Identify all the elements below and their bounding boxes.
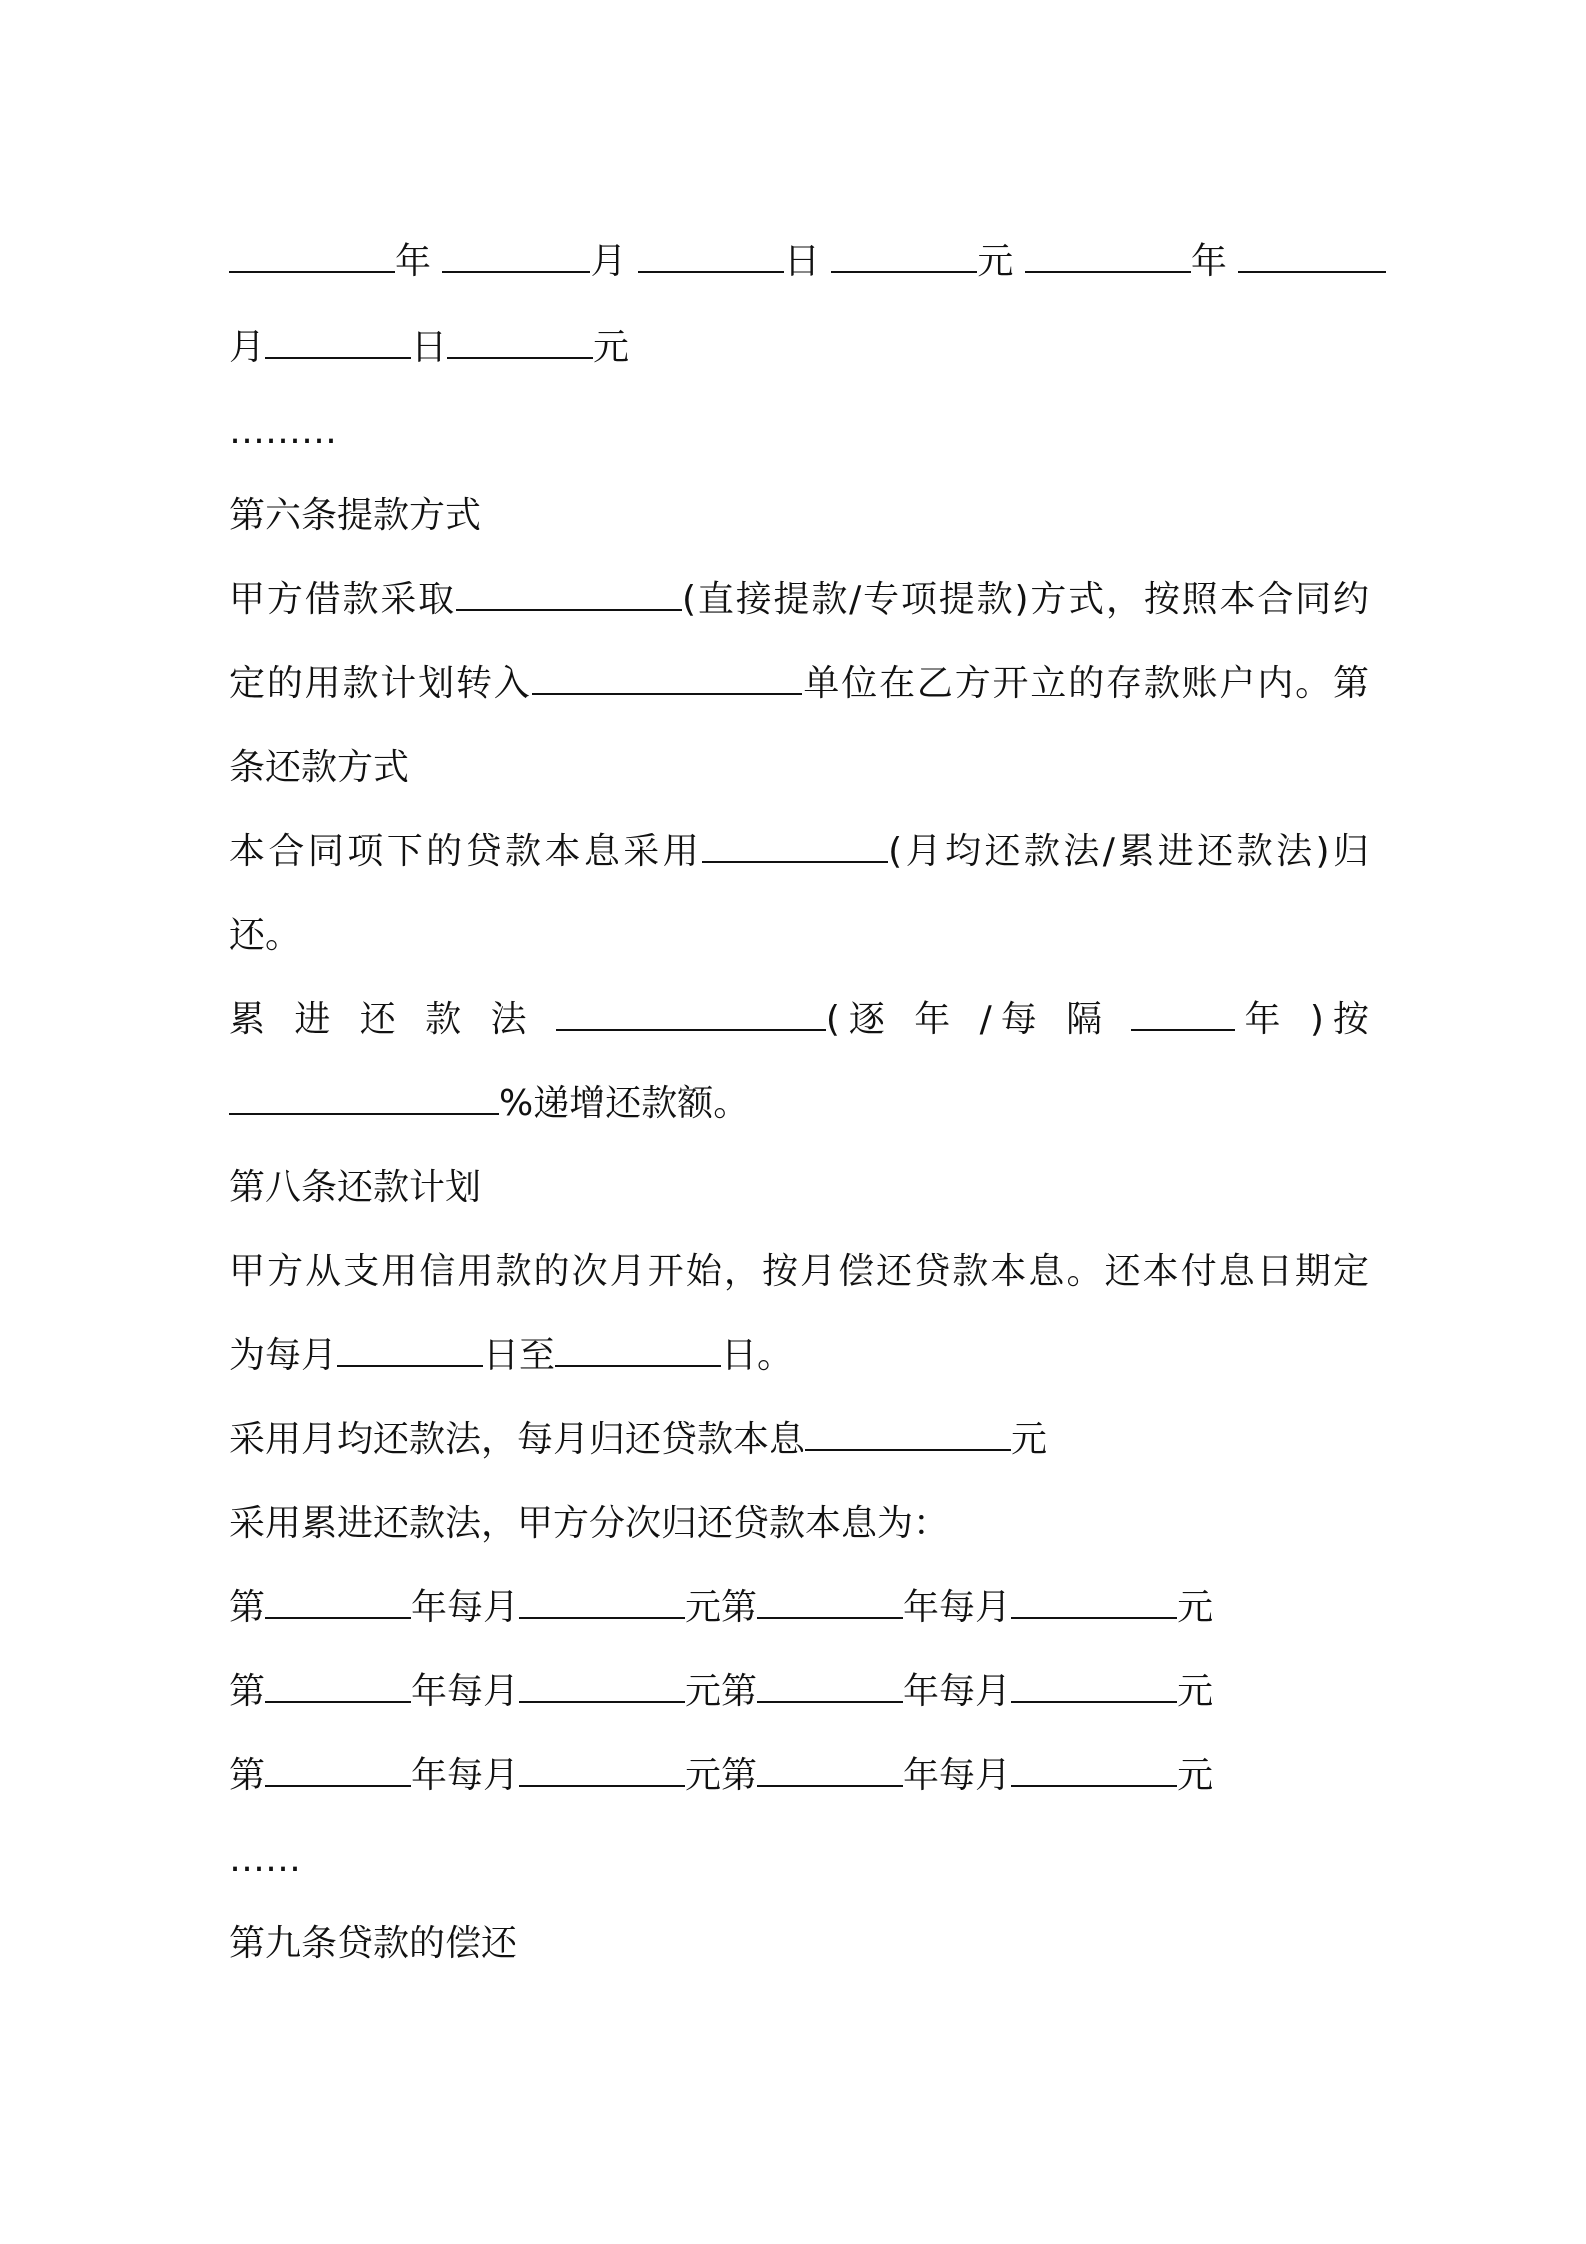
- article-7-text-line-1: [229, 822, 1369, 882]
- text-segment: 元: [977, 241, 1014, 282]
- text-segment: 年: [1235, 999, 1290, 1040]
- text-segment: 元第: [685, 1755, 758, 1796]
- date-amount-line-1: [229, 232, 1369, 292]
- article-7-heading: [229, 738, 1369, 798]
- text-segment: 日: [411, 327, 448, 368]
- blank-field[interactable]: [447, 327, 593, 359]
- text-segment: 年每月: [411, 1587, 520, 1628]
- blank-field[interactable]: [556, 999, 826, 1031]
- progressive-schedule-intro: [229, 1494, 1369, 1554]
- text-segment: 单位在乙方开立的存款账户内。第: [801, 663, 1369, 704]
- text-segment: 第九条贷款的偿还: [229, 1923, 518, 1964]
- article-6-text-line-2: [229, 654, 1369, 714]
- blank-field[interactable]: [638, 241, 784, 273]
- text-segment: 累: [229, 999, 274, 1040]
- blank-field[interactable]: [1131, 999, 1235, 1031]
- text-segment: 日。: [721, 1335, 794, 1376]
- blank-field[interactable]: [265, 1755, 411, 1787]
- blank-field[interactable]: [265, 327, 411, 359]
- text-segment: 元: [593, 327, 630, 368]
- text-segment: 法: [490, 999, 536, 1040]
- text-segment: 年每月: [411, 1671, 520, 1712]
- text-segment: 第: [229, 1671, 266, 1712]
- text-segment: 日至: [483, 1335, 556, 1376]
- blank-field[interactable]: [831, 241, 977, 273]
- text-segment: ………: [229, 411, 337, 452]
- text-segment: 条还款方式: [229, 747, 410, 788]
- text-segment: 元: [1177, 1587, 1214, 1628]
- text-segment: 采用月均还款法，每月归还贷款本息: [229, 1419, 806, 1460]
- schedule-row: [229, 1662, 1369, 1722]
- blank-field[interactable]: [229, 241, 395, 273]
- text-segment: 元: [1177, 1671, 1214, 1712]
- text-segment: 本合同项下的贷款本息采用: [229, 831, 703, 872]
- blank-field[interactable]: [519, 1671, 685, 1703]
- blank-field[interactable]: [337, 1335, 483, 1367]
- text-segment: 第八条还款计划: [229, 1167, 482, 1208]
- text-segment: %递增还款额。: [499, 1083, 750, 1124]
- article-9-heading: [229, 1914, 1369, 1974]
- article-8-text-line-1: [229, 1242, 1369, 1302]
- blank-field[interactable]: [805, 1419, 1011, 1451]
- blank-field[interactable]: [456, 579, 682, 611]
- text-segment: 年每月: [411, 1755, 520, 1796]
- text-segment: 第六条提款方式: [229, 495, 482, 536]
- schedule-row: [229, 1578, 1369, 1638]
- monthly-average-line: [229, 1410, 1369, 1470]
- text-segment: 年每月: [903, 1755, 1012, 1796]
- article-6-heading: [229, 486, 1369, 546]
- blank-field[interactable]: [442, 241, 590, 273]
- text-segment: 年: [1190, 241, 1227, 282]
- progressive-method-line-1: [229, 990, 1369, 1050]
- text-segment: 元: [1011, 1419, 1048, 1460]
- blank-field[interactable]: [757, 1755, 903, 1787]
- blank-field[interactable]: [265, 1587, 411, 1619]
- blank-field[interactable]: [519, 1755, 685, 1787]
- text-segment: 还。: [229, 915, 302, 956]
- blank-field[interactable]: [1238, 241, 1386, 273]
- text-segment: 甲方从支用信用款的次月开始，按月偿还贷款本息。还本付息日期定: [229, 1251, 1369, 1292]
- blank-field[interactable]: [1025, 241, 1191, 273]
- article-6-text-line-1: [229, 570, 1369, 630]
- blank-field[interactable]: [519, 1587, 685, 1619]
- text-segment: 第: [229, 1755, 266, 1796]
- text-segment: 月: [590, 241, 627, 282]
- text-segment: 年: [914, 999, 960, 1040]
- ellipsis-line: [229, 402, 1369, 462]
- text-segment: 隔: [1066, 999, 1112, 1040]
- text-segment: (月均还款法/累进还款法)归: [888, 831, 1369, 872]
- text-segment: 元第: [685, 1671, 758, 1712]
- progressive-method-line-2: [229, 1074, 1369, 1134]
- text-segment: 日: [783, 241, 820, 282]
- text-segment: 定的用款计划转入: [229, 663, 532, 704]
- date-amount-line-2: [229, 318, 1369, 378]
- blank-field[interactable]: [532, 663, 802, 695]
- text-segment: 第: [229, 1587, 266, 1628]
- text-segment: 还: [359, 999, 405, 1040]
- text-segment: 进: [294, 999, 340, 1040]
- blank-field[interactable]: [757, 1671, 903, 1703]
- text-segment: 元第: [685, 1587, 758, 1628]
- text-segment: 元: [1177, 1755, 1214, 1796]
- blank-field[interactable]: [757, 1587, 903, 1619]
- article-8-heading: [229, 1158, 1369, 1218]
- text-segment: )按: [1309, 999, 1369, 1040]
- text-segment: 年每月: [903, 1671, 1012, 1712]
- blank-field[interactable]: [229, 1083, 499, 1115]
- blank-field[interactable]: [555, 1335, 721, 1367]
- text-segment: (逐: [825, 999, 894, 1040]
- text-segment: 采用累进还款法，甲方分次归还贷款本息为：: [229, 1503, 950, 1544]
- blank-field[interactable]: [1011, 1671, 1177, 1703]
- text-segment: (直接提款/专项提款)方式，按照本合同约: [681, 579, 1369, 620]
- blank-field[interactable]: [702, 831, 888, 863]
- schedule-row: [229, 1746, 1369, 1806]
- text-segment: ……: [229, 1839, 301, 1880]
- article-8-text-line-2: [229, 1326, 1369, 1386]
- text-segment: 年每月: [903, 1587, 1012, 1628]
- text-segment: 年: [395, 241, 432, 282]
- text-segment: /每: [979, 999, 1046, 1040]
- ellipsis-line: [229, 1830, 1369, 1890]
- text-segment: 甲方借款采取: [229, 579, 456, 620]
- blank-field[interactable]: [1011, 1755, 1177, 1787]
- text-segment: 为每月: [229, 1335, 338, 1376]
- text-segment: 款: [425, 999, 471, 1040]
- blank-field[interactable]: [1011, 1587, 1177, 1619]
- text-segment: 月: [229, 327, 266, 368]
- article-7-text-line-2: [229, 906, 1369, 966]
- blank-field[interactable]: [265, 1671, 411, 1703]
